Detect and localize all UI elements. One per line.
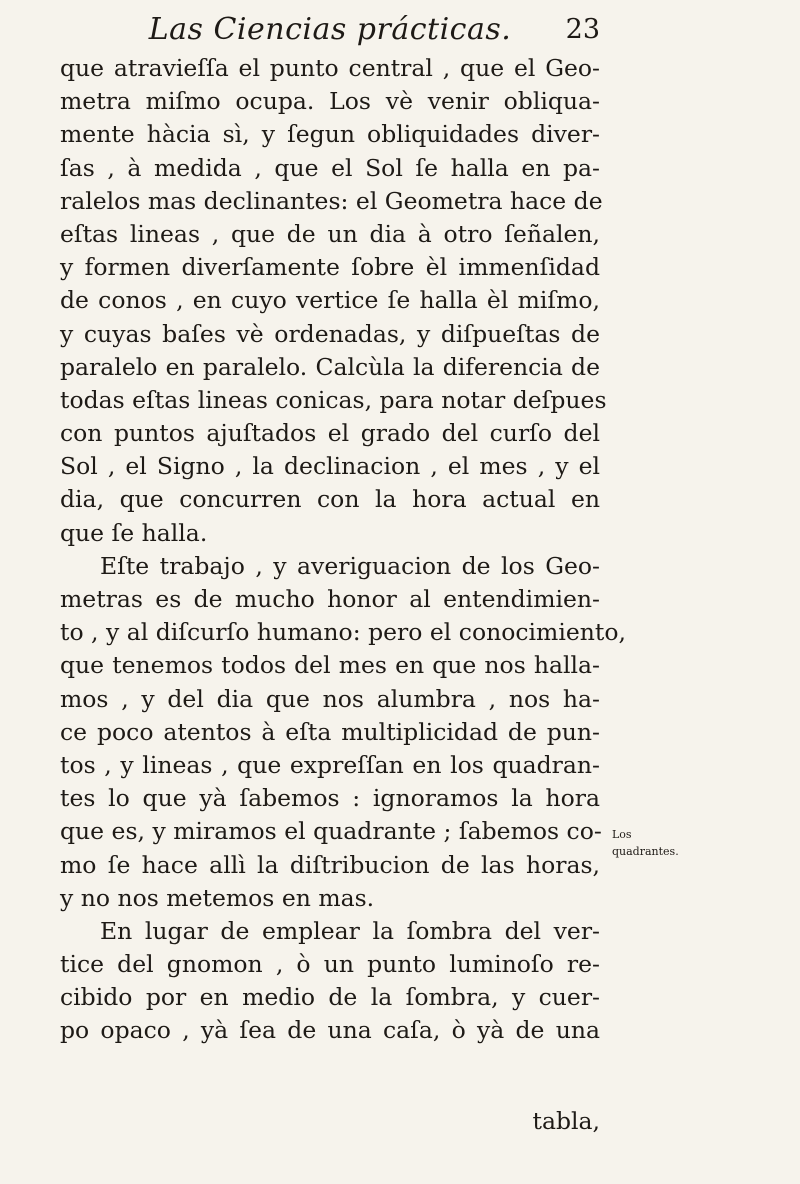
page-header xyxy=(60,10,600,50)
text-line-paragraph-end: y no nos metemos en mas. xyxy=(60,883,375,912)
catchword: tabla, xyxy=(532,1107,600,1135)
text-line: todas eſtas lineas conicas, para notar deſpues xyxy=(60,385,607,414)
text-line: ralelos mas declinantes: el Geometra hace de xyxy=(60,186,603,215)
text-line: mo ſe hace allì la diſtribucion de las horas, xyxy=(60,850,600,879)
text-line: paralelo en paralelo. Calcùla la diferencia de xyxy=(60,352,600,381)
text-line: mos , y del dia que nos alumbra , nos ha- xyxy=(60,684,600,713)
text-line: que tenemos todos del mes en que nos halla- xyxy=(60,651,600,680)
text-line: que es, y miramos el quadrante ; ſabemos co- xyxy=(60,817,602,846)
text-line: mente hàcia sì, y ſegun obliquidades diver- xyxy=(60,120,600,149)
text-line: ce poco atentos à eſta multiplicidad de pun- xyxy=(60,717,600,746)
text-line: po opaco , yà ſea de una caſa, ò yà de una xyxy=(60,1016,600,1045)
text-line: eſtas lineas , que de un dia à otro ſeñalen, xyxy=(60,219,600,248)
text-line: to , y al diſcurſo humano: pero el conocimiento, xyxy=(60,618,626,647)
body-text xyxy=(60,52,626,1048)
text-line: de conos , en cuyo vertice ſe halla èl miſmo, xyxy=(60,286,600,315)
text-line-paragraph-end: que ſe halla. xyxy=(60,518,208,547)
text-line: con puntos ajuſtados el grado del curſo del xyxy=(60,419,600,448)
page-number: 23 xyxy=(565,14,600,45)
text-line: tos , y lineas , que expreſſan en los quadran- xyxy=(60,750,600,779)
text-line: tice del gnomon , ò un punto luminoſo re- xyxy=(60,950,600,979)
text-line: dia, que concurren con la hora actual en xyxy=(60,485,600,514)
text-line: y cuyas baſes vè ordenadas, y diſpueſtas de xyxy=(60,319,600,348)
running-title: Las Ciencias prácticas. xyxy=(148,12,512,47)
text-line: metras es de mucho honor al entendimien- xyxy=(60,585,600,613)
text-line: Sol , el Signo , la declinacion , el mes , y el xyxy=(60,452,600,481)
text-line: que atravieſſa el punto central , que el Geo- xyxy=(60,54,600,82)
text-line: cibido por en medio de la ſombra, y cuer- xyxy=(60,983,600,1012)
text-line: y formen diverſamente ſobre èl immenſidad xyxy=(60,253,600,282)
text-line: metra miſmo ocupa. Los vè venir obliqua- xyxy=(60,87,600,116)
text-line-paragraph-start: En lugar de emplear la ſombra del ver- xyxy=(100,916,600,945)
margin-note: Los quadrantes. xyxy=(612,828,679,858)
text-line: ſas , à medida , que el Sol ſe halla en pa- xyxy=(60,153,600,182)
text-line-paragraph-start: Eſte trabajo , y averiguacion de los Geo- xyxy=(100,551,600,580)
text-line: tes lo que yà ſabemos : ignoramos la hora xyxy=(60,784,600,813)
